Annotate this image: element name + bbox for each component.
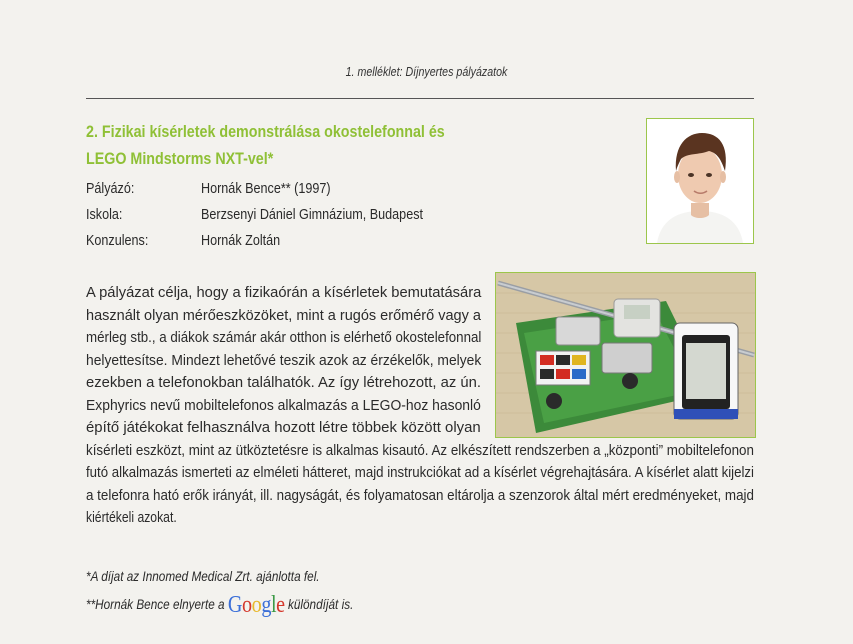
entry-title-line-1: 2. Fizikai kísérletek demonstrálása okostelefonnal és	[86, 122, 445, 141]
description-line: futó alkalmazás ismerteti az elméleti hátteret, majd instrukciókat ad a kísérlet végrehajtására. A kísérlet alatt kijelzi	[86, 465, 754, 481]
description	[86, 282, 817, 530]
google-letter: o	[242, 592, 252, 618]
google-letter: l	[270, 592, 277, 618]
entry-title-line-2: LEGO Mindstorms NXT-vel*	[86, 149, 274, 168]
info-value: Hornák Zoltán	[201, 232, 281, 249]
google-letter: g	[261, 592, 271, 618]
description-line: Exphyrics nevű mobiltelefonos alkalmazás a LEGO-hoz hasonló	[86, 397, 481, 414]
footnote-sponsor: *A díjat az Innomed Medical Zrt. ajánlotta fel.	[86, 568, 320, 584]
google-letter: e	[276, 592, 285, 618]
info-key: Pályázó:	[86, 180, 135, 197]
info-value: Hornák Bence** (1997)	[201, 180, 331, 197]
google-logo	[228, 592, 285, 618]
description-line: használt olyan mérőeszközöket, mint a rugós erőmérő vagy a	[86, 307, 481, 324]
description-line: ezekben a telefonokban találhatók. Az így létrehozott, az ún.	[86, 375, 481, 391]
footnote-text-before: **Hornák Bence elnyerte a	[86, 596, 225, 612]
google-letter: o	[251, 592, 262, 618]
footnote-google-prize	[86, 592, 353, 619]
header-divider	[86, 98, 754, 99]
info-key: Iskola:	[86, 206, 123, 223]
description-line: mérleg stb., a diákok számár akár otthon is elérhető okostelefonnal	[86, 330, 482, 346]
info-key: Konzulens:	[86, 232, 149, 249]
description-line: kiértékeli azokat.	[86, 510, 177, 526]
description-line: kísérleti eszközt, mint az ütköztetésre is alkalmas kisautó. Az elkészített rendszerben a „központi” mobiltelefonon	[86, 442, 754, 459]
info-value: Berzsenyi Dániel Gimnázium, Budapest	[201, 206, 424, 223]
description-line: a telefonra ható erők irányát, ill. nagyságát, és folyamatosan eltárolja a szenzorok által mért eredményeket, majd	[86, 487, 754, 504]
student-portrait	[646, 118, 754, 244]
appendix-header: 1. melléklet: Díjnyertes pályázatok	[345, 64, 508, 79]
description-line: helyettesítse. Mindezt lehetővé teszik azok az érzékelők, melyek	[86, 352, 482, 369]
description-line: A pályázat célja, hogy a fizikaórán a kísérletek bemutatására	[86, 285, 482, 301]
footnote-text-after: különdíját is.	[287, 596, 354, 612]
portrait-image	[647, 119, 753, 243]
google-letter: G	[227, 592, 243, 618]
entry-title	[86, 118, 506, 172]
description-line: építő játékokat felhasználva hozott létre többek között olyan	[86, 420, 481, 436]
